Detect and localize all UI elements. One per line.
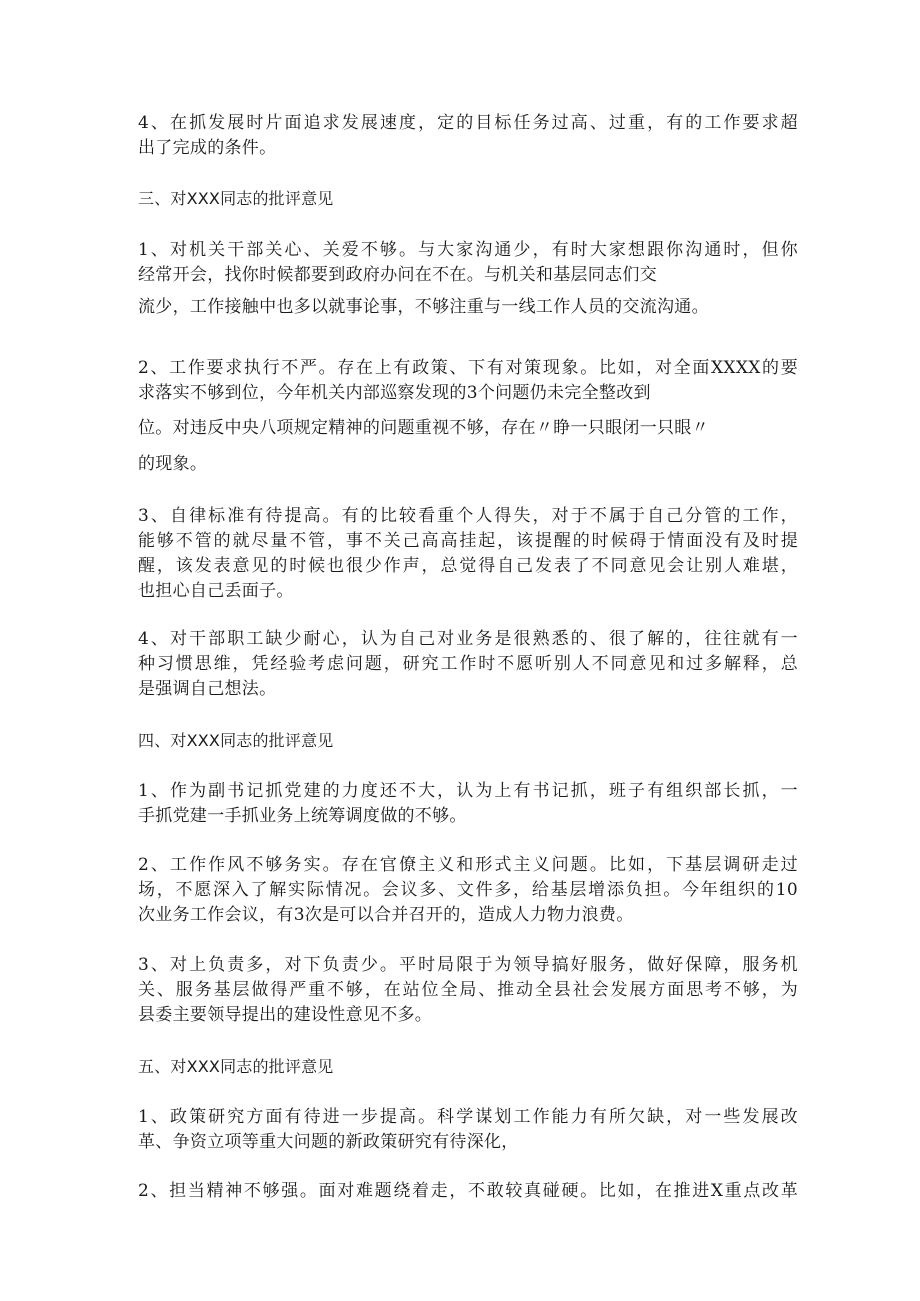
paragraph-line: 场，不愿深入了解实际情况。会议多、文件多，给基层增添负担。今年组织的10 (138, 880, 798, 900)
paragraph-line: 位。对违反中央八项规定精神的问题重视不够，存在〃睁一只眼闭一只眼〃 (138, 418, 709, 438)
paragraph-line: 革、争资立项等重大问题的新政策研究有待深化， (138, 1132, 519, 1152)
paragraph-line: 种习惯思维，凭经验考虑问题，研究工作时不愿听别人不同意见和过多解释，总 (138, 654, 798, 674)
paragraph-line: 能够不管的就尽量不管，事不关己高高挂起，该提醒的时候碍于情面没有及时提 (138, 531, 798, 551)
paragraph-line: 4、对干部职工缺少耐心，认为自己对业务是很熟悉的、很了解的，往往就有一 (138, 629, 798, 649)
paragraph-line: 是强调自己想法。 (138, 679, 277, 699)
paragraph-line: 3、自律标准有待提高。有的比较看重个人得失，对于不属于自己分管的工作， (138, 506, 798, 526)
paragraph-line: 2、担当精神不够强。面对难题绕着走，不敢较真碰硬。比如，在推进X重点改革 (138, 1181, 798, 1201)
paragraph-line: 1、政策研究方面有待进一步提高。科学谋划工作能力有所欠缺，对一些发展改 (138, 1107, 798, 1127)
section-heading-3: 三、对XXX同志的批评意见 (138, 189, 334, 208)
paragraph-line: 次业务工作会议，有3次是可以合并召开的，造成人力物力浪费。 (138, 905, 634, 925)
paragraph-line: 的现象。 (138, 454, 208, 474)
paragraph-line: 1、作为副书记抓党建的力度还不大，认为上有书记抓，班子有组织部长抓，一 (138, 781, 798, 801)
paragraph-line: 3、对上负责多，对下负责少。平时局限于为领导搞好服务，做好保障，服务机 (138, 955, 798, 975)
paragraph-line: 关、服务基层做得严重不够，在站位全局、推动全县社会发展方面思考不够，为 (138, 980, 798, 1000)
paragraph-line: 流少，工作接触中也多以就事论事，不够注重与一线工作人员的交流沟通。 (138, 297, 709, 317)
section-heading-5: 五、对XXX同志的批评意见 (138, 1057, 334, 1076)
paragraph-line: 4、在抓发展时片面追求发展速度，定的目标任务过高、过重，有的工作要求超 (138, 113, 798, 133)
paragraph-line: 醒，该发表意见的时候也很少作声，总觉得自己发表了不同意见会让别人难堪， (138, 556, 798, 576)
paragraph-line: 出了完成的条件。 (138, 138, 277, 158)
paragraph-line: 1、对机关干部关心、关爱不够。与大家沟通少，有时大家想跟你沟通时，但你 (138, 240, 798, 260)
paragraph-line: 手抓党建一手抓业务上统筹调度做的不够。 (138, 806, 467, 826)
paragraph-line: 2、工作要求执行不严。存在上有政策、下有对策现象。比如，对全面XXXX的要 (138, 358, 798, 378)
paragraph-line: 求落实不够到位，今年机关内部巡察发现的3个问题仍未完全整改到 (138, 383, 651, 403)
section-heading-4: 四、对XXX同志的批评意见 (138, 731, 334, 750)
paragraph-line: 县委主要领导提出的建设性意见不多。 (138, 1005, 433, 1025)
paragraph-line: 也担心自己丢面子。 (138, 581, 294, 601)
paragraph-line: 2、工作作风不够务实。存在官僚主义和形式主义问题。比如，下基层调研走过 (138, 855, 798, 875)
paragraph-line: 经常开会，找你时候都要到政府办问在不在。与机关和基层同志们交 (138, 265, 657, 285)
